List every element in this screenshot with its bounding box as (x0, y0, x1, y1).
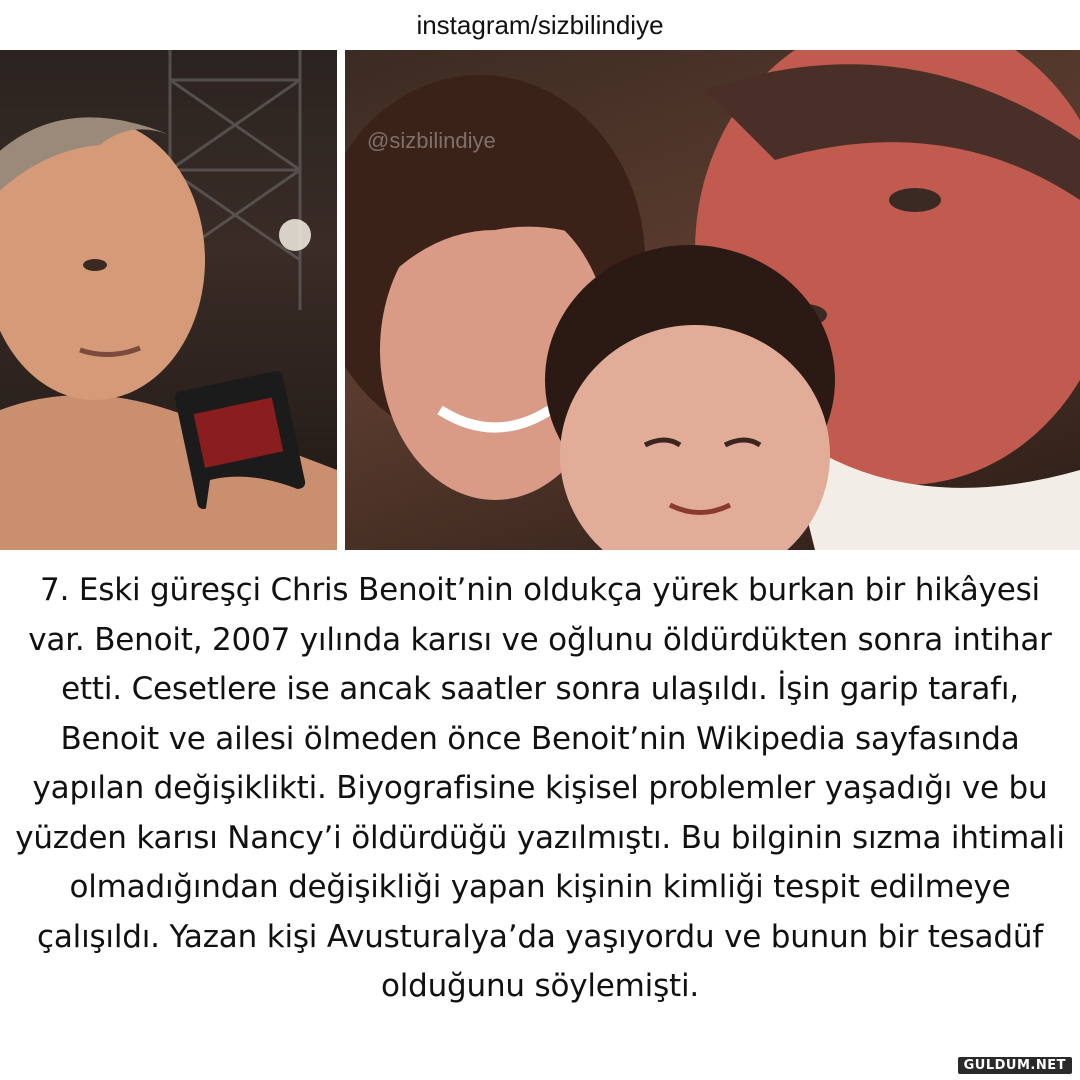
photo-collage (0, 50, 1080, 550)
photo-divider (337, 50, 345, 550)
family-photo (345, 50, 1080, 550)
family-photo-illustration (345, 50, 1080, 550)
wrestler-photo-illustration (0, 50, 337, 550)
caption-text: 7. Eski güreşçi Chris Benoit’nin oldukça yürek burkan bir hikâyesi var. Benoit, 2007 yılında karısı ve oğlunu öldürdükten sonra intihar etti. Cesetlere ise ancak saatler sonra ulaşıldı. İşin garip tarafı, Benoit ve ailesi ölmeden önce Benoit’nin Wikipedia sayfasında yapılan değişiklikti. Biyografisine kişisel problemler yaşadığı ve bu yüzden karısı Nancy’i öldürdüğü yazılmıştı. Bu bilginin sızma ihtimali olmadığından değişikliği yapan kişinin kimliği tespit edilmeye çalışıldı. Yazan kişi Avusturalya’da yaşıyordu ve bunun bir tesadüf olduğunu söylemişti. (15, 572, 1065, 1004)
source-handle: instagram/sizbilindiye (416, 9, 664, 40)
wrestler-photo (0, 50, 337, 550)
photo-watermark: @sizbilindiye (367, 128, 496, 153)
site-watermark: GULDUM.NET (958, 1057, 1072, 1074)
